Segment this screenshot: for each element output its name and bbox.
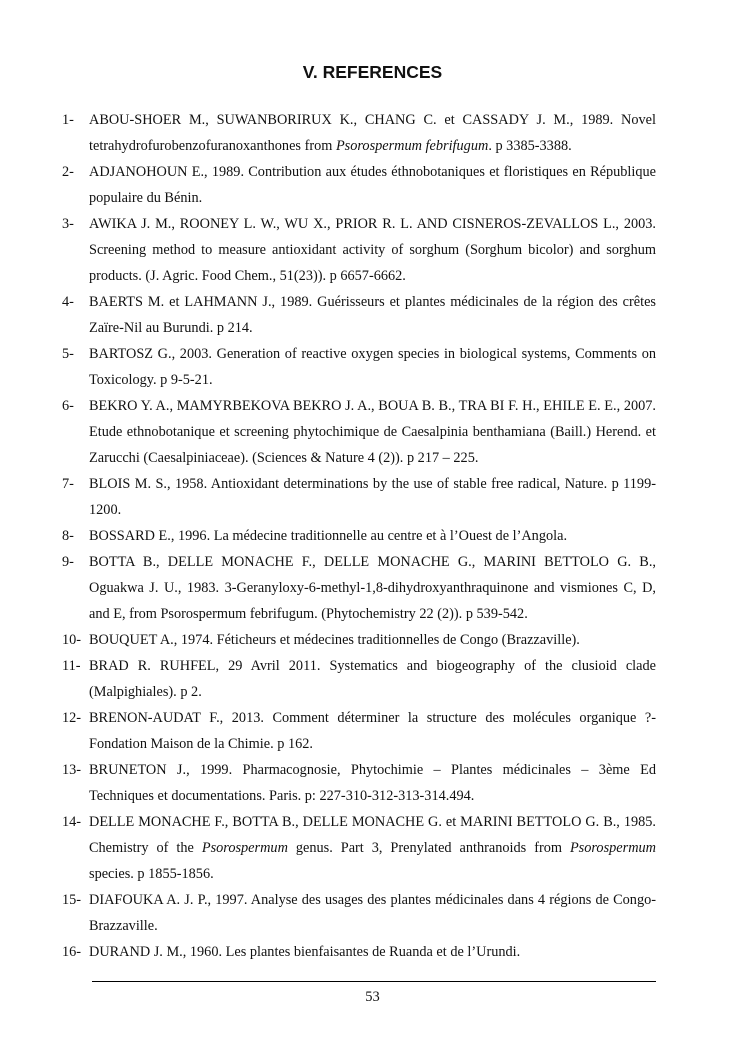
reference-list <box>62 107 656 965</box>
reference-number: 15- <box>62 892 82 908</box>
reference-number: 6- <box>62 398 74 414</box>
reference-italic-text: Psorospermum febrifugum <box>335 138 489 154</box>
footer-divider <box>92 981 656 982</box>
reference-item <box>62 471 656 523</box>
reference-text: species. p 1855-1856. <box>89 866 214 882</box>
reference-number: 16- <box>62 944 82 960</box>
reference-number: 10- <box>62 632 82 648</box>
reference-text: . p 3385-3388. <box>488 138 572 154</box>
reference-text: BAERTS M. et LAHMANN J., 1989. Guérisseurs et plantes médicinales de la région des crêtes Zaïre-Nil au Burundi. p 214. <box>89 294 656 336</box>
reference-item <box>62 887 656 939</box>
reference-text: BARTOSZ G., 2003. Generation of reactive oxygen species in biological systems, Comments on Toxicology. p 9-5-21. <box>89 346 656 388</box>
reference-text: DIAFOUKA A. J. P., 1997. Analyse des usages des plantes médicinales dans 4 régions de Congo-Brazzaville. <box>89 892 656 934</box>
page-number: 53 <box>365 989 380 1005</box>
reference-text: DELLE MONACHE F., BOTTA B., DELLE MONACHE G. et MARINI BETTOLO G. B., 1985. Chemistry of the <box>89 814 656 856</box>
reference-item <box>62 705 656 757</box>
reference-number: 1- <box>62 112 74 128</box>
reference-item <box>62 159 656 211</box>
reference-item <box>62 341 656 393</box>
reference-italic-text: Psorospermum <box>201 840 288 856</box>
reference-item <box>62 627 656 653</box>
reference-item <box>62 653 656 705</box>
reference-item <box>62 523 656 549</box>
reference-item <box>62 289 656 341</box>
reference-number: 4- <box>62 294 74 310</box>
reference-text: BRAD R. RUHFEL, 29 Avril 2011. Systematics and biogeography of the clusioid clade (Malpighiales). p 2. <box>89 658 656 700</box>
reference-item <box>62 211 656 289</box>
reference-text: 2003. Screening method to measure antioxidant activity of sorghum (Sorghum bicolor) and sorghum products. (J. Agric. Food Chem., 51(23)). p 6657-6662. <box>89 216 656 284</box>
page-title: V. REFERENCES <box>302 62 443 82</box>
reference-text: AWIKA J. M., ROONEY L. W., WU X., PRIOR R. L. AND CISNEROS-ZEVALLOS L., <box>89 216 619 232</box>
reference-number: 11- <box>62 658 81 674</box>
reference-text: BLOIS M. S., 1958. Antioxidant determinations by the use of stable free radical, Nature. p 1199-1200. <box>89 476 656 518</box>
reference-item <box>62 939 656 965</box>
reference-text: BEKRO Y. A., MAMYRBEKOVA BEKRO J. A., BOUA B. B., TRA BI F. H., EHILE E. E., 2007. Etude ethnobotanique et screening phytochimique de Caesalpinia benthamiana (Baill.) Herend. et Zarucchi (Caesalpiniaceae). (Sciences & Nature 4 (2)). p 217 – 225. <box>89 398 656 466</box>
reference-text: genus. Part 3, Prenylated anthranoids from <box>287 840 570 856</box>
reference-number: 8- <box>62 528 74 544</box>
reference-number: 13- <box>62 762 82 778</box>
reference-item <box>62 757 656 809</box>
reference-item <box>62 107 656 159</box>
reference-number: 2- <box>62 164 74 180</box>
reference-number: 7- <box>62 476 74 492</box>
reference-text: ADJANOHOUN E., 1989. Contribution aux études éthnobotaniques et floristiques en République populaire du Bénin. <box>89 164 656 206</box>
reference-number: 9- <box>62 554 74 570</box>
reference-text: BOSSARD E., 1996. La médecine traditionnelle au centre et à l’Ouest de l’Angola. <box>89 528 568 544</box>
reference-italic-text: Psorospermum <box>569 840 656 856</box>
reference-text: ABOU-SHOER M., SUWANBORIRUX K., CHANG C. et CASSADY J. M., 1989. Novel tetrahydrofurobenzofuranoxanthones from <box>89 112 656 154</box>
reference-text: BRENON-AUDAT F., 2013. Comment déterminer la structure des molécules organique ?- Fondation Maison de la Chimie. p 162. <box>89 710 656 752</box>
reference-number: 14- <box>62 814 82 830</box>
reference-text: BOUQUET A., 1974. Féticheurs et médecines traditionnelles de Congo (Brazzaville). <box>89 632 580 648</box>
reference-text: BOTTA B., DELLE MONACHE F., DELLE MONACHE G., MARINI BETTOLO G. B., Oguakwa J. U., 1983. 3-Geranyloxy-6-methyl-1,8-dihydroxyanthraquinone and vismiones C, D, and E, from Psorospermum febrifugum. (Phytochemistry 22 (2)). p 539-542. <box>89 554 656 622</box>
reference-number: 5- <box>62 346 74 362</box>
reference-item <box>62 809 656 887</box>
reference-item <box>62 549 656 627</box>
reference-text: DURAND J. M., 1960. Les plantes bienfaisantes de Ruanda et de l’Urundi. <box>89 944 521 960</box>
reference-text: BRUNETON J., 1999. Pharmacognosie, Phytochimie – Plantes médicinales – 3ème Ed Techniques et documentations. Paris. p: 227-310-312-313-314.494. <box>89 762 656 804</box>
reference-number: 3- <box>62 216 74 232</box>
reference-number: 12- <box>62 710 82 726</box>
reference-item <box>62 393 656 471</box>
